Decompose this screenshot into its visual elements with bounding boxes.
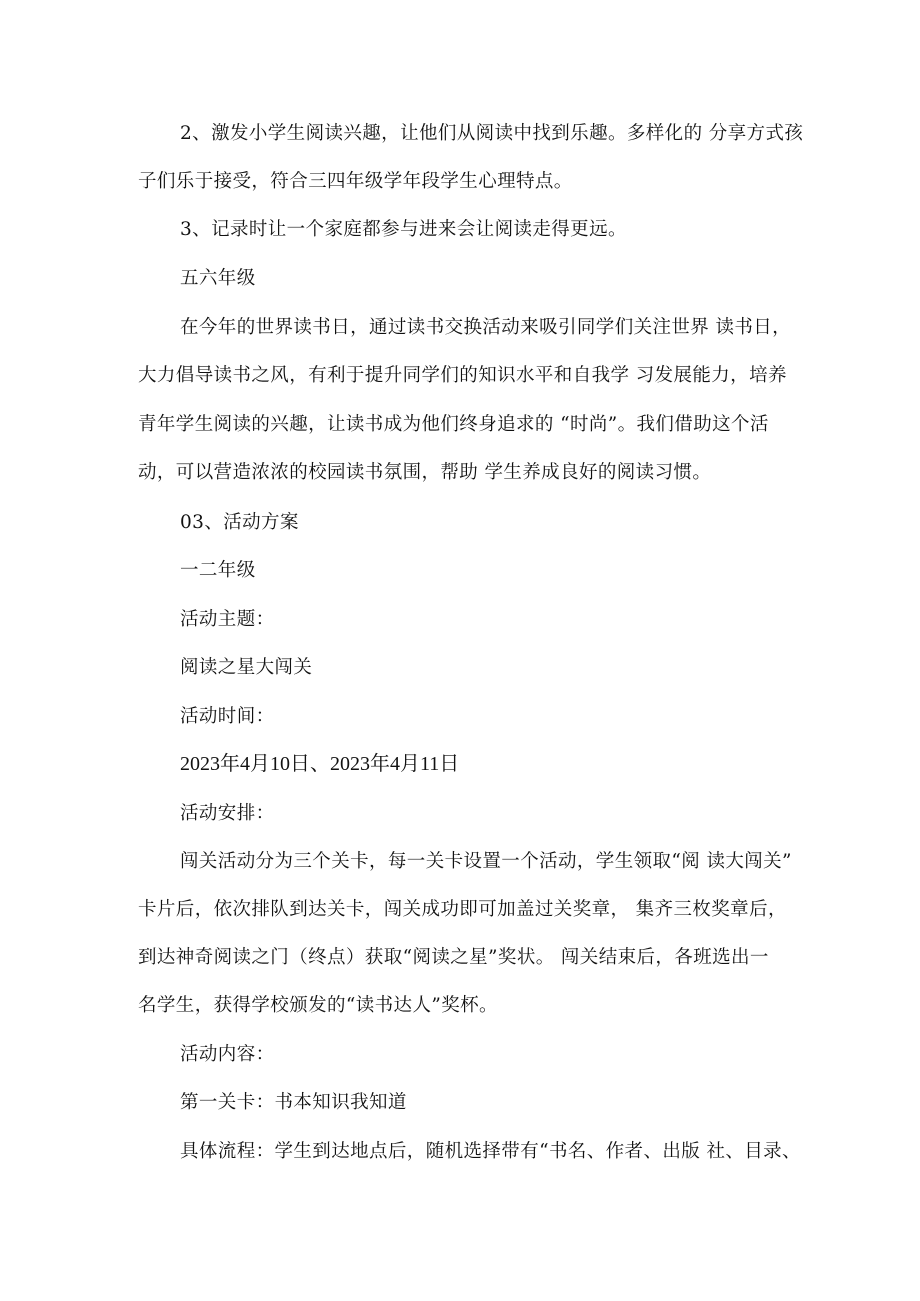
- paragraph-line: 名学生，获得学校颁发的“读书达人”奖杯。: [138, 995, 498, 1016]
- field-label: 活动安排：: [180, 803, 275, 824]
- paragraph-line: 卡片后，依次排队到达关卡，闯关成功即可加盖过关奖章， 集齐三枚奖章后，: [138, 899, 787, 920]
- paragraph-line: 具体流程：学生到达地点后，随机选择带有“书名、作者、出版 社、目录、: [180, 1141, 801, 1162]
- paragraph-line: 在今年的世界读书日，通过读书交换活动来吸引同学们关注世界 读书日，: [180, 317, 792, 338]
- section-heading: 五六年级: [180, 268, 256, 289]
- section-heading: 一二年级: [180, 560, 256, 581]
- paragraph-line: 大力倡导读书之风，有利于提升同学们的知识水平和自我学 习发展能力，培养: [138, 365, 787, 386]
- paragraph-line: 到达神奇阅读之门（终点）获取“阅读之星”奖状。 闯关结束后，各班选出一: [138, 947, 769, 968]
- section-heading: 第一关卡：书本知识我知道: [180, 1092, 407, 1113]
- paragraph-line: 2、激发小学生阅读兴趣，让他们从阅读中找到乐趣。多样化的 分享方式孩: [180, 123, 804, 144]
- paragraph-line: 闯关活动分为三个关卡，每一关卡设置一个活动，学生领取“阅 读大闯关”: [180, 851, 792, 872]
- field-label: 活动内容：: [180, 1044, 275, 1065]
- field-value: 阅读之星大闯关: [180, 657, 313, 678]
- paragraph-line: 子们乐于接受，符合三四年级学年段学生心理特点。: [138, 171, 573, 192]
- paragraph-line: 动，可以营造浓浓的校园读书氛围，帮助 学生养成良好的阅读习惯。: [138, 462, 712, 483]
- paragraph-line: 3、记录时让一个家庭都参与进来会让阅读走得更远。: [180, 219, 627, 240]
- field-label: 活动主题：: [180, 609, 275, 630]
- field-value-date: 2023年4月10日、2023年4月11日: [180, 753, 460, 775]
- field-label: 活动时间：: [180, 706, 275, 727]
- section-heading: 03、活动方案: [180, 512, 299, 533]
- paragraph-line: 青年学生阅读的兴趣，让读书成为他们终身追求的 “时尚”。我们借助这个活: [138, 414, 769, 435]
